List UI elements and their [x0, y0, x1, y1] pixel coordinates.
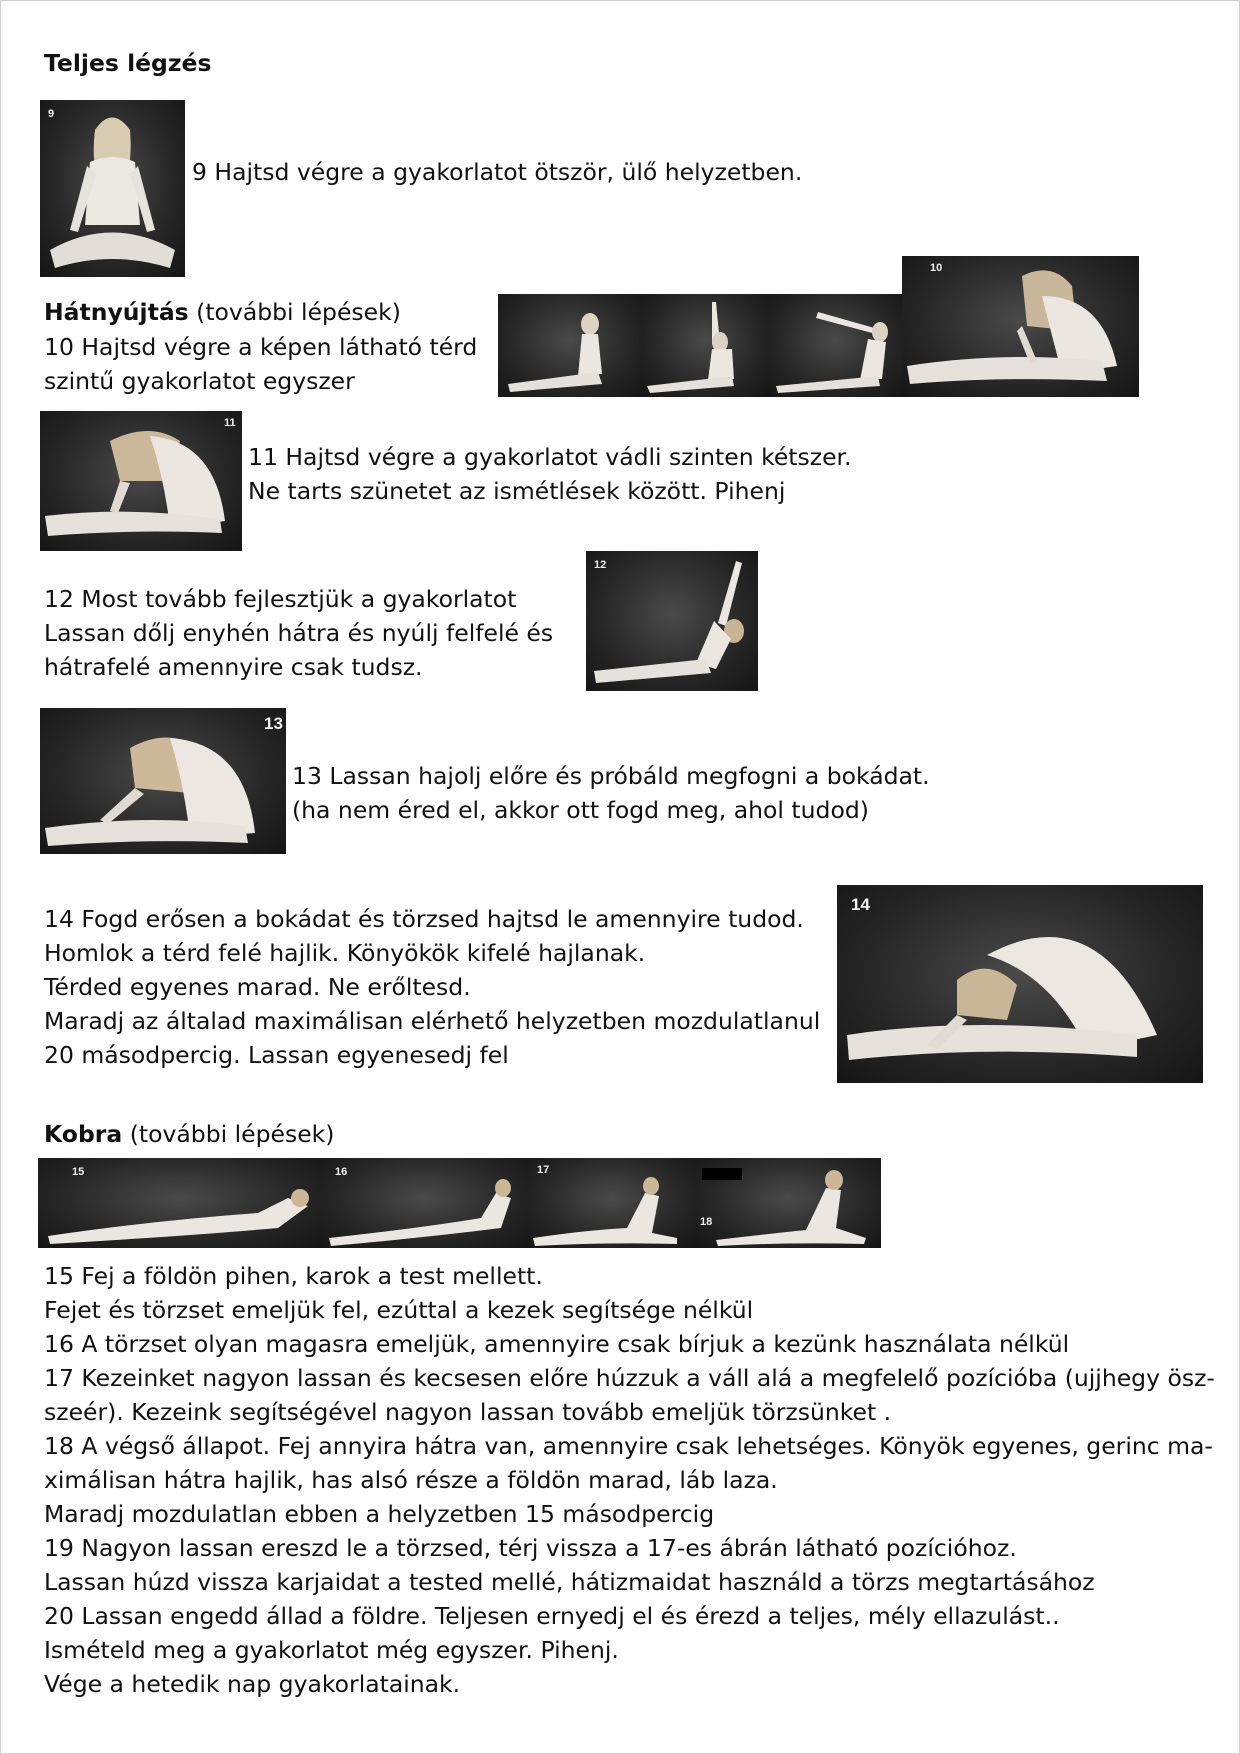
section-title-bold: Hátnyújtás	[44, 298, 189, 326]
instruction-14-line-1: 14 Fogd erősen a bokádat és törzsed hajtsd le amennyire tudod.	[44, 905, 804, 933]
figure-9-seated-pose	[40, 100, 185, 277]
photo-figure-9	[40, 100, 185, 277]
instruction-11-line-1: 11 Hajtsd végre a gyakorlatot vádli szinten kétszer.	[248, 443, 852, 471]
section-title-teljes-legzes: Teljes légzés	[44, 49, 212, 77]
figure-10b-arms-up	[642, 294, 768, 397]
instruction-13-line-1: 13 Lassan hajolj előre és próbáld megfogni a bokádat.	[292, 762, 930, 790]
photo-figure-16	[321, 1158, 527, 1248]
instruction-11-line-2: Ne tarts szünetet az ismétlések között. Pihenj	[248, 477, 786, 505]
section-subtitle: (további lépések)	[129, 1120, 335, 1148]
figure-12-lean-back-reach	[586, 551, 758, 691]
section-title-kobra	[44, 1117, 334, 1151]
figure-number: 17	[537, 1164, 550, 1176]
instruction-11	[248, 440, 852, 508]
kobra-line-1: 15 Fej a földön pihen, karok a test mellett.	[44, 1262, 543, 1290]
instruction-14-line-3: Térded egyenes marad. Ne erőltesd.	[44, 973, 471, 1001]
instruction-13-line-2: (ha nem éred el, akkor ott fogd meg, ahol tudod)	[292, 796, 869, 824]
figure-13-forward-bend	[40, 708, 286, 854]
photo-figure-10-seq-b	[642, 294, 768, 397]
instruction-12-line-1: 12 Most tovább fejlesztjük a gyakorlatot	[44, 585, 517, 613]
figure-14-deep-forward-bend	[837, 885, 1203, 1083]
photo-figure-10-seq-c	[768, 294, 902, 397]
instruction-14	[44, 902, 820, 1072]
photo-figure-13	[40, 708, 286, 854]
instruction-12-line-3: hátrafelé amennyire csak tudsz.	[44, 653, 423, 681]
instruction-14-line-5: 20 másodpercig. Lassan egyenesedj fel	[44, 1041, 509, 1069]
photo-figure-15	[38, 1158, 321, 1248]
figure-10-knee-stretch	[902, 256, 1139, 397]
kobra-line-5: szeér). Kezeink segítségével nagyon lassan tovább emeljük törzsünket .	[44, 1398, 892, 1426]
kobra-line-3: 16 A törzset olyan magasra emeljük, amennyire csak bírjuk a kezünk használata nélkül	[44, 1330, 1070, 1358]
kobra-line-12: Ismételd meg a gyakorlatot még egyszer. Pihenj.	[44, 1636, 619, 1664]
figure-15-prone	[38, 1158, 321, 1248]
instruction-13	[292, 759, 930, 827]
instruction-9: 9 Hajtsd végre a gyakorlatot ötször, ülő helyzetben.	[192, 158, 803, 186]
figure-number: 9	[48, 108, 55, 120]
kobra-line-11: 20 Lassan engedd állad a földre. Teljesen ernyedj el és érezd a teljes, mély ellazulást..	[44, 1602, 1060, 1630]
kobra-line-10: Lassan húzd vissza karjaidat a tested mellé, hátizmaidat használd a törzs megtartásához	[44, 1568, 1095, 1596]
instruction-14-line-4: Maradj az általad maximálisan elérhető helyzetben mozdulatlanul	[44, 1007, 821, 1035]
kobra-line-13: Vége a hetedik nap gyakorlatainak.	[44, 1670, 461, 1698]
section-title-hatnyujtas	[44, 295, 401, 329]
kobra-line-6: 18 A végső állapot. Fej annyira hátra van, amennyire csak lehetséges. Könyök egyenes, gerinc ma-	[44, 1432, 1213, 1460]
instruction-10	[44, 330, 477, 398]
photo-figure-10-seq-a	[498, 294, 642, 397]
figure-number: 10	[930, 262, 943, 274]
photo-figure-12	[586, 551, 758, 691]
figure-number: 12	[594, 559, 607, 571]
section-subtitle: (további lépések)	[196, 298, 401, 326]
kobra-instructions	[44, 1259, 1215, 1701]
kobra-line-2: Fejet és törzset emeljük fel, ezúttal a kezek segítsége nélkül	[44, 1296, 754, 1324]
figure-number: 14	[851, 895, 870, 914]
kobra-line-7: ximálisan hátra hajlik, has alsó része a földön marad, láb laza.	[44, 1466, 778, 1494]
figure-number: 13	[264, 714, 283, 733]
figure-number: 15	[72, 1166, 85, 1178]
photo-figure-10	[902, 256, 1139, 397]
instruction-10-line-2: szintű gyakorlatot egyszer	[44, 367, 355, 395]
figure-11-calf-stretch	[40, 411, 242, 551]
photo-figure-14	[837, 885, 1203, 1083]
photo-figure-11	[40, 411, 242, 551]
figure-18-full-cobra	[696, 1158, 881, 1248]
figure-16-lift-torso	[321, 1158, 527, 1248]
section-title-bold: Kobra	[44, 1120, 123, 1148]
instruction-14-line-2: Homlok a térd felé hajlik. Könyökök kifelé hajlanak.	[44, 939, 646, 967]
figure-number: 16	[335, 1166, 348, 1178]
instruction-12-line-2: Lassan dőlj enyhén hátra és nyúlj felfelé és	[44, 619, 554, 647]
photo-figure-17	[527, 1158, 696, 1248]
figure-17-hands-forward	[527, 1158, 696, 1248]
instruction-10-line-1: 10 Hajtsd végre a képen látható térd	[44, 333, 478, 361]
figure-number: 18	[700, 1216, 713, 1228]
kobra-line-4: 17 Kezeinket nagyon lassan és kecsesen előre húzzuk a váll alá a megfelelő pozícióba (ujjhegy ösz-	[44, 1364, 1215, 1392]
kobra-line-9: 19 Nagyon lassan ereszd le a törzsed, térj vissza a 17-es ábrán látható pozícióhoz.	[44, 1534, 1017, 1562]
figure-10a-seated	[498, 294, 642, 397]
figure-number: 11	[224, 417, 236, 429]
figure-10c-reaching	[768, 294, 902, 397]
kobra-line-8: Maradj mozdulatlan ebben a helyzetben 15 másodpercig	[44, 1500, 715, 1528]
instruction-12	[44, 582, 553, 684]
photo-figure-18	[696, 1158, 881, 1248]
